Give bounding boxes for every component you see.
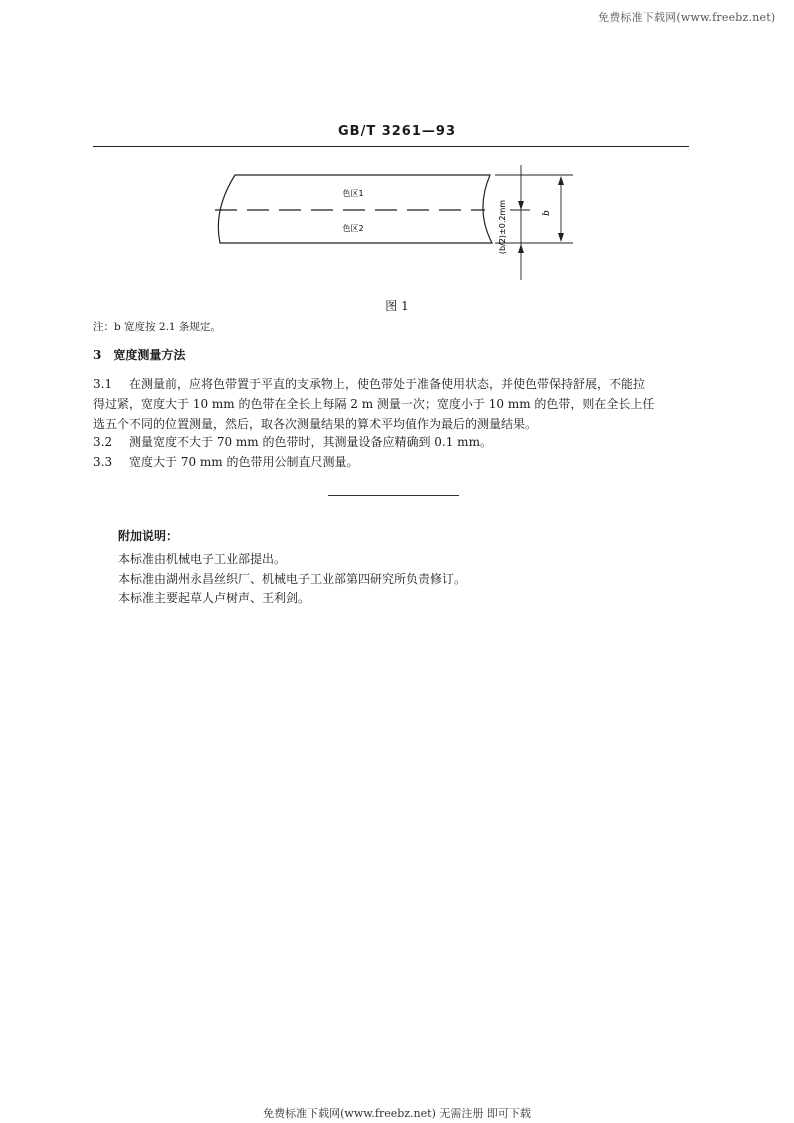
additional-note-line: 本标准由机械电子工业部提出。: [118, 552, 287, 566]
figure-caption: 图 1: [385, 299, 409, 313]
section-title: 3 宽度测量方法: [93, 348, 186, 362]
clause-line: 得过紧，宽度大于 10 mm 的色带在全长上每隔 2 m 测量一次；宽度小于 10 mm 的色带，则在全长上任: [93, 397, 655, 411]
half-arrow-top: [518, 201, 524, 210]
additional-note-line: 本标准由湖州永昌丝织厂、机械电子工业部第四研究所负责修订。: [118, 572, 467, 586]
clause-line: 选五个不同的位置测量，然后，取各次测量结果的算术平均值作为最后的测量结果。: [93, 417, 538, 431]
clause-number: 3.2: [93, 435, 113, 449]
clause-number: 3.1: [93, 377, 113, 391]
clause-text: 测量宽度不大于 70 mm 的色带时，其测量设备应精确到 0.1 mm。: [129, 435, 492, 449]
watermark-top: 免费标准下载网(www.freebz.net): [598, 11, 776, 24]
header-rule: [93, 146, 689, 147]
clause-number: 3.3: [93, 455, 113, 469]
clause-3-1: [93, 374, 693, 434]
tolerance-label: (b/2)±0.2mm: [498, 199, 507, 255]
clause-3-2: [93, 432, 693, 452]
clause-3-3: [93, 452, 693, 472]
width-label: b: [542, 210, 552, 216]
figure-note: 注：b 宽度按 2.1 条规定。: [93, 321, 221, 333]
ribbon-diagram: [205, 165, 585, 290]
clause-line: 在测量前，应将色带置于平直的支承物上，使色带处于准备使用状态，并使色带保持舒展，不能拉: [129, 377, 646, 391]
standard-code-header: GB/T 3261—93: [338, 124, 456, 139]
additional-note-line: 本标准主要起草人卢树声、王利剑。: [118, 591, 311, 605]
arrowhead-top: [558, 176, 564, 185]
half-arrow-bottom: [518, 244, 524, 253]
arrowhead-bottom: [558, 233, 564, 242]
watermark-bottom: 免费标准下载网(www.freebz.net) 无需注册 即可下载: [263, 1107, 531, 1120]
ribbon-figure: [205, 165, 585, 294]
additional-notes-title: 附加说明：: [118, 529, 179, 543]
clause-text: 宽度大于 70 mm 的色带用公制直尺测量。: [129, 455, 359, 469]
end-rule: [328, 495, 459, 496]
zone1-label: 色区1: [342, 189, 364, 198]
zone2-label: 色区2: [342, 224, 364, 233]
